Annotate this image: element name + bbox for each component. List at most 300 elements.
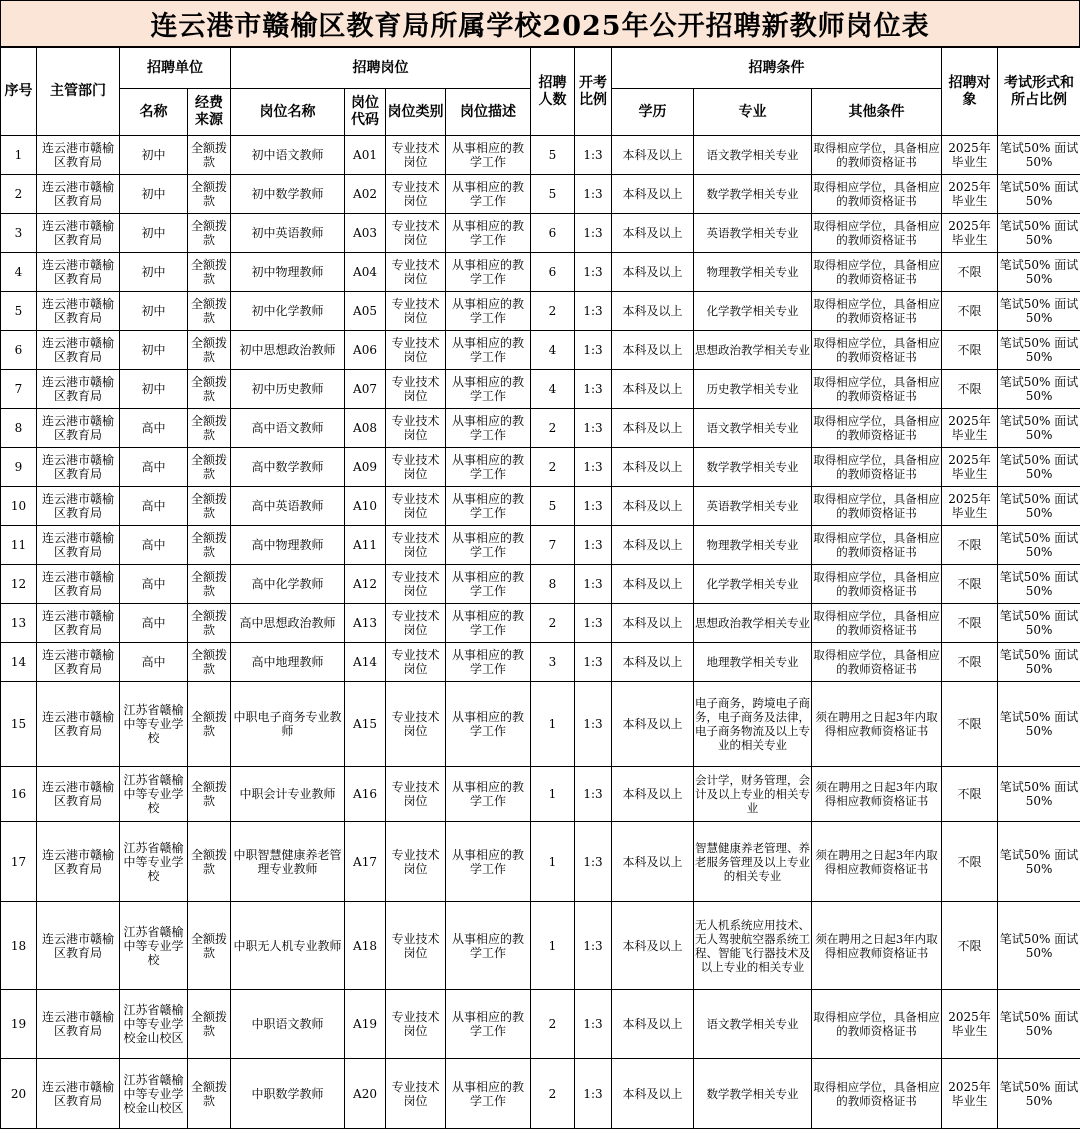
- cell-major: 语文教学相关专业: [694, 409, 812, 448]
- table-row: [1, 1059, 1080, 1129]
- cell-count: 7: [531, 526, 575, 565]
- cell-exam: 笔试50% 面试50%: [998, 409, 1080, 448]
- header-unit-name: 名称: [120, 89, 188, 136]
- cell-major: 历史教学相关专业: [694, 370, 812, 409]
- cell-dept: 连云港市赣榆区教育局: [37, 175, 120, 214]
- cell-major: 无人机系统应用技术、无人驾驶航空器系统工程、智能飞行器技术及以上专业的相关专业: [694, 902, 812, 990]
- cell-post-type: 专业技术岗位: [386, 643, 446, 682]
- cell-education: 本科及以上: [612, 331, 694, 370]
- cell-target: 不限: [942, 767, 998, 822]
- cell-unit: 高中: [120, 409, 188, 448]
- header-ratio: 开考比例: [575, 48, 612, 136]
- cell-target: 2025年毕业生: [942, 448, 998, 487]
- table-row: [1, 902, 1080, 990]
- cell-funding: 全额拨款: [188, 175, 231, 214]
- cell-post-code: A14: [345, 643, 386, 682]
- cell-other: 取得相应学位，具备相应的教师资格证书: [812, 487, 942, 526]
- cell-exam: 笔试50% 面试50%: [998, 643, 1080, 682]
- cell-post-type: 专业技术岗位: [386, 682, 446, 767]
- cell-education: 本科及以上: [612, 643, 694, 682]
- cell-target: 不限: [942, 253, 998, 292]
- cell-post-desc: 从事相应的教学工作: [446, 682, 531, 767]
- cell-exam: 笔试50% 面试50%: [998, 214, 1080, 253]
- header-unit-funding: 经费来源: [188, 89, 231, 136]
- header-post-name: 岗位名称: [231, 89, 345, 136]
- cell-seq: 15: [1, 682, 37, 767]
- cell-other: 取得相应学位，具备相应的教师资格证书: [812, 370, 942, 409]
- cell-other: 取得相应学位，具备相应的教师资格证书: [812, 292, 942, 331]
- header-post-code: 岗位代码: [345, 89, 386, 136]
- cell-exam: 笔试50% 面试50%: [998, 565, 1080, 604]
- cell-unit: 初中: [120, 370, 188, 409]
- cell-education: 本科及以上: [612, 1059, 694, 1129]
- cell-target: 不限: [942, 902, 998, 990]
- cell-post-name: 初中思想政治教师: [231, 331, 345, 370]
- table-row: [1, 990, 1080, 1059]
- cell-post-type: 专业技术岗位: [386, 565, 446, 604]
- cell-major: 智慧健康养老管理、养老服务管理及以上专业的相关专业: [694, 822, 812, 902]
- cell-count: 5: [531, 175, 575, 214]
- cell-post-name: 初中数学教师: [231, 175, 345, 214]
- cell-major: 思想政治教学相关专业: [694, 331, 812, 370]
- cell-seq: 13: [1, 604, 37, 643]
- cell-exam: 笔试50% 面试50%: [998, 331, 1080, 370]
- cell-post-code: A18: [345, 902, 386, 990]
- cell-exam: 笔试50% 面试50%: [998, 292, 1080, 331]
- cell-exam: 笔试50% 面试50%: [998, 990, 1080, 1059]
- cell-post-code: A11: [345, 526, 386, 565]
- cell-major: 地理教学相关专业: [694, 643, 812, 682]
- cell-target: 2025年毕业生: [942, 1059, 998, 1129]
- cell-post-type: 专业技术岗位: [386, 822, 446, 902]
- table-row: [1, 253, 1080, 292]
- table-row: [1, 331, 1080, 370]
- cell-count: 4: [531, 331, 575, 370]
- cell-unit: 初中: [120, 214, 188, 253]
- cell-post-desc: 从事相应的教学工作: [446, 409, 531, 448]
- cell-education: 本科及以上: [612, 448, 694, 487]
- cell-post-name: 中职数学教师: [231, 1059, 345, 1129]
- header-education: 学历: [612, 89, 694, 136]
- cell-target: 不限: [942, 526, 998, 565]
- cell-funding: 全额拨款: [188, 253, 231, 292]
- cell-major: 英语教学相关专业: [694, 487, 812, 526]
- cell-seq: 16: [1, 767, 37, 822]
- cell-post-code: A13: [345, 604, 386, 643]
- cell-education: 本科及以上: [612, 526, 694, 565]
- cell-post-code: A17: [345, 822, 386, 902]
- table-row: [1, 292, 1080, 331]
- header-post-desc: 岗位描述: [446, 89, 531, 136]
- cell-post-desc: 从事相应的教学工作: [446, 292, 531, 331]
- cell-post-desc: 从事相应的教学工作: [446, 604, 531, 643]
- cell-seq: 6: [1, 331, 37, 370]
- cell-funding: 全额拨款: [188, 214, 231, 253]
- cell-unit: 江苏省赣榆中等专业学校: [120, 767, 188, 822]
- cell-ratio: 1:3: [575, 643, 612, 682]
- cell-ratio: 1:3: [575, 1059, 612, 1129]
- cell-count: 2: [531, 1059, 575, 1129]
- cell-post-name: 高中地理教师: [231, 643, 345, 682]
- cell-count: 2: [531, 448, 575, 487]
- cell-funding: 全额拨款: [188, 526, 231, 565]
- table-row: [1, 175, 1080, 214]
- table-row: [1, 136, 1080, 175]
- cell-dept: 连云港市赣榆区教育局: [37, 902, 120, 990]
- cell-education: 本科及以上: [612, 175, 694, 214]
- cell-major: 语文教学相关专业: [694, 990, 812, 1059]
- cell-exam: 笔试50% 面试50%: [998, 448, 1080, 487]
- cell-count: 5: [531, 487, 575, 526]
- cell-funding: 全额拨款: [188, 448, 231, 487]
- table-row: [1, 487, 1080, 526]
- cell-post-type: 专业技术岗位: [386, 526, 446, 565]
- header-post: 招聘岗位: [231, 48, 531, 89]
- table-row: [1, 526, 1080, 565]
- header-exam: 考试形式和所占比例: [998, 48, 1080, 136]
- cell-target: 2025年毕业生: [942, 214, 998, 253]
- header-other: 其他条件: [812, 89, 942, 136]
- cell-post-type: 专业技术岗位: [386, 1059, 446, 1129]
- cell-post-type: 专业技术岗位: [386, 448, 446, 487]
- cell-funding: 全额拨款: [188, 370, 231, 409]
- cell-funding: 全额拨款: [188, 331, 231, 370]
- cell-post-desc: 从事相应的教学工作: [446, 214, 531, 253]
- table-row: [1, 682, 1080, 767]
- cell-dept: 连云港市赣榆区教育局: [37, 370, 120, 409]
- cell-ratio: 1:3: [575, 767, 612, 822]
- cell-count: 8: [531, 565, 575, 604]
- cell-unit: 初中: [120, 136, 188, 175]
- cell-funding: 全额拨款: [188, 565, 231, 604]
- cell-seq: 10: [1, 487, 37, 526]
- cell-ratio: 1:3: [575, 370, 612, 409]
- cell-dept: 连云港市赣榆区教育局: [37, 331, 120, 370]
- cell-count: 6: [531, 214, 575, 253]
- cell-post-desc: 从事相应的教学工作: [446, 643, 531, 682]
- cell-major: 物理教学相关专业: [694, 253, 812, 292]
- cell-other: 取得相应学位，具备相应的教师资格证书: [812, 253, 942, 292]
- cell-ratio: 1:3: [575, 331, 612, 370]
- cell-funding: 全额拨款: [188, 767, 231, 822]
- cell-funding: 全额拨款: [188, 604, 231, 643]
- cell-exam: 笔试50% 面试50%: [998, 487, 1080, 526]
- cell-post-name: 初中物理教师: [231, 253, 345, 292]
- cell-unit: 初中: [120, 253, 188, 292]
- cell-dept: 连云港市赣榆区教育局: [37, 822, 120, 902]
- cell-dept: 连云港市赣榆区教育局: [37, 643, 120, 682]
- cell-post-code: A19: [345, 990, 386, 1059]
- cell-unit: 高中: [120, 448, 188, 487]
- cell-exam: 笔试50% 面试50%: [998, 604, 1080, 643]
- cell-post-name: 高中语文教师: [231, 409, 345, 448]
- cell-dept: 连云港市赣榆区教育局: [37, 253, 120, 292]
- cell-dept: 连云港市赣榆区教育局: [37, 214, 120, 253]
- cell-education: 本科及以上: [612, 902, 694, 990]
- cell-post-code: A20: [345, 1059, 386, 1129]
- cell-unit: 高中: [120, 487, 188, 526]
- cell-other: 取得相应学位，具备相应的教师资格证书: [812, 136, 942, 175]
- table-row: [1, 767, 1080, 822]
- cell-post-desc: 从事相应的教学工作: [446, 902, 531, 990]
- cell-post-code: A06: [345, 331, 386, 370]
- cell-ratio: 1:3: [575, 214, 612, 253]
- cell-post-code: A15: [345, 682, 386, 767]
- cell-ratio: 1:3: [575, 565, 612, 604]
- cell-post-name: 初中历史教师: [231, 370, 345, 409]
- cell-ratio: 1:3: [575, 292, 612, 331]
- cell-count: 2: [531, 409, 575, 448]
- cell-exam: 笔试50% 面试50%: [998, 822, 1080, 902]
- cell-major: 思想政治教学相关专业: [694, 604, 812, 643]
- cell-target: 不限: [942, 822, 998, 902]
- cell-major: 电子商务，跨境电子商务，电子商务及法律，电子商务物流及以上专业的相关专业: [694, 682, 812, 767]
- cell-post-desc: 从事相应的教学工作: [446, 136, 531, 175]
- cell-funding: 全额拨款: [188, 292, 231, 331]
- cell-post-type: 专业技术岗位: [386, 331, 446, 370]
- cell-target: 不限: [942, 370, 998, 409]
- cell-dept: 连云港市赣榆区教育局: [37, 767, 120, 822]
- cell-education: 本科及以上: [612, 682, 694, 767]
- cell-exam: 笔试50% 面试50%: [998, 136, 1080, 175]
- cell-education: 本科及以上: [612, 767, 694, 822]
- cell-seq: 11: [1, 526, 37, 565]
- cell-funding: 全额拨款: [188, 902, 231, 990]
- cell-unit: 江苏省赣榆中等专业学校金山校区: [120, 1059, 188, 1129]
- cell-post-type: 专业技术岗位: [386, 990, 446, 1059]
- cell-post-type: 专业技术岗位: [386, 253, 446, 292]
- cell-post-desc: 从事相应的教学工作: [446, 822, 531, 902]
- job-table: [0, 47, 1080, 1129]
- cell-post-name: 高中英语教师: [231, 487, 345, 526]
- cell-post-type: 专业技术岗位: [386, 292, 446, 331]
- cell-post-type: 专业技术岗位: [386, 175, 446, 214]
- cell-count: 1: [531, 902, 575, 990]
- cell-other: 须在聘用之日起3年内取得相应教师资格证书: [812, 822, 942, 902]
- cell-education: 本科及以上: [612, 370, 694, 409]
- cell-dept: 连云港市赣榆区教育局: [37, 990, 120, 1059]
- cell-unit: 高中: [120, 565, 188, 604]
- header-seq: 序号: [1, 48, 37, 136]
- cell-major: 化学教学相关专业: [694, 292, 812, 331]
- cell-dept: 连云港市赣榆区教育局: [37, 136, 120, 175]
- cell-target: 2025年毕业生: [942, 487, 998, 526]
- cell-post-desc: 从事相应的教学工作: [446, 565, 531, 604]
- table-row: [1, 448, 1080, 487]
- cell-seq: 19: [1, 990, 37, 1059]
- cell-target: 不限: [942, 292, 998, 331]
- cell-post-desc: 从事相应的教学工作: [446, 331, 531, 370]
- cell-post-name: 高中数学教师: [231, 448, 345, 487]
- cell-post-name: 中职会计专业教师: [231, 767, 345, 822]
- cell-dept: 连云港市赣榆区教育局: [37, 448, 120, 487]
- header-unit: 招聘单位: [120, 48, 231, 89]
- cell-post-name: 中职语文教师: [231, 990, 345, 1059]
- cell-major: 化学教学相关专业: [694, 565, 812, 604]
- cell-ratio: 1:3: [575, 487, 612, 526]
- cell-other: 须在聘用之日起3年内取得相应教师资格证书: [812, 682, 942, 767]
- cell-post-name: 高中物理教师: [231, 526, 345, 565]
- cell-funding: 全额拨款: [188, 682, 231, 767]
- cell-post-desc: 从事相应的教学工作: [446, 370, 531, 409]
- cell-education: 本科及以上: [612, 822, 694, 902]
- cell-count: 1: [531, 822, 575, 902]
- cell-post-type: 专业技术岗位: [386, 604, 446, 643]
- table-row: [1, 822, 1080, 902]
- cell-major: 数学教学相关专业: [694, 448, 812, 487]
- table-row: [1, 409, 1080, 448]
- cell-target: 2025年毕业生: [942, 175, 998, 214]
- cell-count: 5: [531, 136, 575, 175]
- cell-seq: 12: [1, 565, 37, 604]
- cell-count: 3: [531, 643, 575, 682]
- header-conditions: 招聘条件: [612, 48, 942, 89]
- cell-post-name: 中职电子商务专业教师: [231, 682, 345, 767]
- cell-exam: 笔试50% 面试50%: [998, 526, 1080, 565]
- cell-post-name: 高中思想政治教师: [231, 604, 345, 643]
- header-post-type: 岗位类别: [386, 89, 446, 136]
- header-dept: 主管部门: [37, 48, 120, 136]
- cell-other: 取得相应学位，具备相应的教师资格证书: [812, 604, 942, 643]
- table-row: [1, 643, 1080, 682]
- cell-unit: 江苏省赣榆中等专业学校金山校区: [120, 990, 188, 1059]
- cell-target: 2025年毕业生: [942, 136, 998, 175]
- cell-unit: 江苏省赣榆中等专业学校: [120, 902, 188, 990]
- cell-post-name: 初中语文教师: [231, 136, 345, 175]
- cell-count: 2: [531, 990, 575, 1059]
- cell-dept: 连云港市赣榆区教育局: [37, 604, 120, 643]
- cell-post-type: 专业技术岗位: [386, 487, 446, 526]
- cell-other: 取得相应学位，具备相应的教师资格证书: [812, 526, 942, 565]
- cell-funding: 全额拨款: [188, 136, 231, 175]
- cell-post-type: 专业技术岗位: [386, 136, 446, 175]
- cell-post-type: 专业技术岗位: [386, 214, 446, 253]
- cell-post-code: A01: [345, 136, 386, 175]
- cell-funding: 全额拨款: [188, 643, 231, 682]
- cell-funding: 全额拨款: [188, 1059, 231, 1129]
- cell-exam: 笔试50% 面试50%: [998, 370, 1080, 409]
- cell-unit: 初中: [120, 292, 188, 331]
- cell-seq: 7: [1, 370, 37, 409]
- cell-post-type: 专业技术岗位: [386, 902, 446, 990]
- cell-count: 4: [531, 370, 575, 409]
- cell-education: 本科及以上: [612, 136, 694, 175]
- cell-post-desc: 从事相应的教学工作: [446, 448, 531, 487]
- cell-other: 取得相应学位，具备相应的教师资格证书: [812, 214, 942, 253]
- cell-education: 本科及以上: [612, 409, 694, 448]
- cell-post-code: A04: [345, 253, 386, 292]
- cell-post-name: 初中化学教师: [231, 292, 345, 331]
- cell-post-code: A12: [345, 565, 386, 604]
- cell-education: 本科及以上: [612, 990, 694, 1059]
- table-row: [1, 604, 1080, 643]
- cell-target: 不限: [942, 565, 998, 604]
- table-row: [1, 565, 1080, 604]
- cell-seq: 3: [1, 214, 37, 253]
- cell-post-code: A07: [345, 370, 386, 409]
- cell-exam: 笔试50% 面试50%: [998, 253, 1080, 292]
- cell-unit: 高中: [120, 604, 188, 643]
- cell-other: 取得相应学位，具备相应的教师资格证书: [812, 643, 942, 682]
- cell-education: 本科及以上: [612, 214, 694, 253]
- cell-unit: 高中: [120, 643, 188, 682]
- cell-target: 不限: [942, 682, 998, 767]
- cell-major: 数学教学相关专业: [694, 1059, 812, 1129]
- cell-post-desc: 从事相应的教学工作: [446, 990, 531, 1059]
- cell-post-code: A03: [345, 214, 386, 253]
- cell-seq: 9: [1, 448, 37, 487]
- cell-seq: 17: [1, 822, 37, 902]
- cell-ratio: 1:3: [575, 136, 612, 175]
- cell-other: 须在聘用之日起3年内取得相应教师资格证书: [812, 902, 942, 990]
- header-major: 专业: [694, 89, 812, 136]
- cell-education: 本科及以上: [612, 253, 694, 292]
- cell-ratio: 1:3: [575, 526, 612, 565]
- cell-unit: 江苏省赣榆中等专业学校: [120, 822, 188, 902]
- cell-unit: 初中: [120, 175, 188, 214]
- cell-exam: 笔试50% 面试50%: [998, 175, 1080, 214]
- cell-post-desc: 从事相应的教学工作: [446, 767, 531, 822]
- cell-exam: 笔试50% 面试50%: [998, 767, 1080, 822]
- cell-major: 语文教学相关专业: [694, 136, 812, 175]
- cell-count: 6: [531, 253, 575, 292]
- cell-seq: 1: [1, 136, 37, 175]
- cell-ratio: 1:3: [575, 409, 612, 448]
- cell-other: 取得相应学位，具备相应的教师资格证书: [812, 565, 942, 604]
- cell-count: 1: [531, 682, 575, 767]
- cell-ratio: 1:3: [575, 448, 612, 487]
- cell-seq: 14: [1, 643, 37, 682]
- cell-exam: 笔试50% 面试50%: [998, 902, 1080, 990]
- cell-other: 取得相应学位，具备相应的教师资格证书: [812, 409, 942, 448]
- cell-unit: 江苏省赣榆中等专业学校: [120, 682, 188, 767]
- cell-other: 须在聘用之日起3年内取得相应教师资格证书: [812, 767, 942, 822]
- cell-unit: 初中: [120, 331, 188, 370]
- cell-education: 本科及以上: [612, 292, 694, 331]
- cell-dept: 连云港市赣榆区教育局: [37, 1059, 120, 1129]
- cell-exam: 笔试50% 面试50%: [998, 1059, 1080, 1129]
- cell-unit: 高中: [120, 526, 188, 565]
- cell-post-code: A09: [345, 448, 386, 487]
- cell-ratio: 1:3: [575, 990, 612, 1059]
- cell-seq: 18: [1, 902, 37, 990]
- cell-count: 2: [531, 292, 575, 331]
- cell-post-desc: 从事相应的教学工作: [446, 1059, 531, 1129]
- cell-education: 本科及以上: [612, 604, 694, 643]
- cell-funding: 全额拨款: [188, 409, 231, 448]
- cell-post-code: A05: [345, 292, 386, 331]
- cell-post-type: 专业技术岗位: [386, 370, 446, 409]
- cell-post-type: 专业技术岗位: [386, 409, 446, 448]
- cell-post-name: 中职无人机专业教师: [231, 902, 345, 990]
- cell-post-desc: 从事相应的教学工作: [446, 487, 531, 526]
- cell-seq: 20: [1, 1059, 37, 1129]
- table-row: [1, 214, 1080, 253]
- cell-funding: 全额拨款: [188, 990, 231, 1059]
- cell-post-code: A08: [345, 409, 386, 448]
- page-title: 连云港市赣榆区教育局所属学校2025年公开招聘新教师岗位表: [0, 0, 1080, 47]
- cell-funding: 全额拨款: [188, 487, 231, 526]
- cell-seq: 2: [1, 175, 37, 214]
- cell-post-code: A16: [345, 767, 386, 822]
- cell-seq: 8: [1, 409, 37, 448]
- cell-post-desc: 从事相应的教学工作: [446, 175, 531, 214]
- cell-ratio: 1:3: [575, 175, 612, 214]
- table-row: [1, 370, 1080, 409]
- cell-education: 本科及以上: [612, 565, 694, 604]
- cell-target: 2025年毕业生: [942, 990, 998, 1059]
- cell-education: 本科及以上: [612, 487, 694, 526]
